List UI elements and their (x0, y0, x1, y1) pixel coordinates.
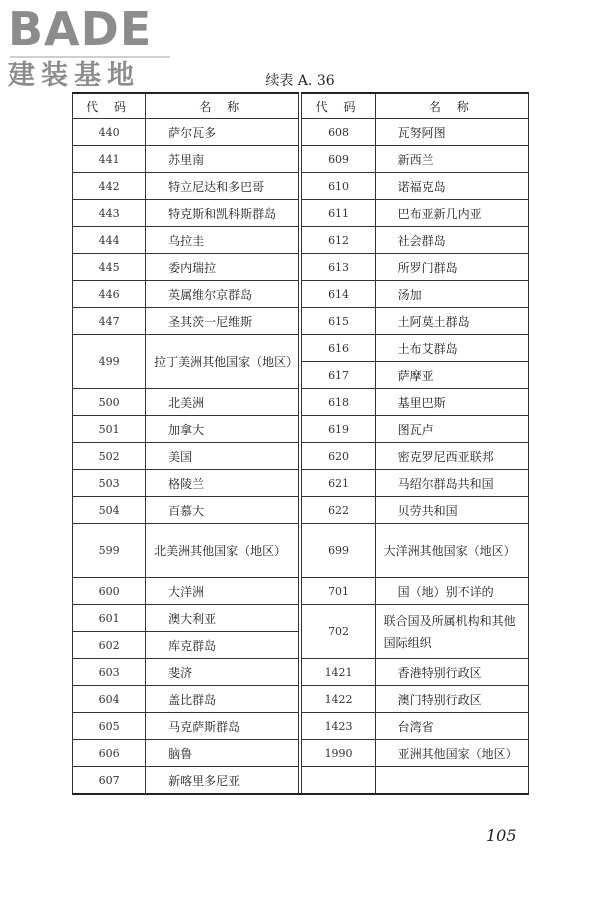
name-cell: 委内瑞拉 (146, 254, 299, 281)
name-cell: 瓦努阿图 (375, 119, 528, 146)
code-cell: 601 (73, 605, 146, 632)
code-cell: 622 (302, 497, 375, 524)
code-cell: 603 (73, 659, 146, 686)
table-row (73, 659, 529, 686)
empty-code-cell (302, 767, 375, 795)
logo-wordmark: BADE (8, 2, 153, 56)
name-cell: 亚洲其他国家（地区） (375, 740, 528, 767)
name-cell: 格陵兰 (146, 470, 299, 497)
code-cell: 499 (73, 335, 146, 389)
code-cell: 701 (302, 578, 375, 605)
table-row (73, 524, 529, 578)
name-cell: 脑鲁 (146, 740, 299, 767)
table-row (73, 308, 529, 335)
logo-subtitle: 建装基地 (8, 60, 140, 91)
name-cell: 拉丁美洲其他国家（地区） (146, 335, 299, 389)
code-cell: 609 (302, 146, 375, 173)
code-cell: 602 (73, 632, 146, 659)
code-cell: 1422 (302, 686, 375, 713)
name-cell: 百慕大 (146, 497, 299, 524)
table-row (73, 767, 529, 795)
table-row (73, 497, 529, 524)
code-cell: 610 (302, 173, 375, 200)
code-cell: 447 (73, 308, 146, 335)
name-cell: 澳门特别行政区 (375, 686, 528, 713)
name-cell: 图瓦卢 (375, 416, 528, 443)
code-cell: 613 (302, 254, 375, 281)
name-cell: 联合国及所属机构和其他国际组织 (375, 605, 528, 659)
name-cell: 加拿大 (146, 416, 299, 443)
empty-name-cell (375, 767, 528, 795)
table-caption: 续表 A. 36 (265, 73, 335, 89)
table-row (73, 389, 529, 416)
name-cell: 台湾省 (375, 713, 528, 740)
code-cell: 699 (302, 524, 375, 578)
name-cell: 斐济 (146, 659, 299, 686)
header-code-left: 代 码 (73, 93, 146, 119)
name-cell: 大洋洲其他国家（地区） (375, 524, 528, 578)
code-cell: 606 (73, 740, 146, 767)
table-row (73, 227, 529, 254)
name-cell: 萨摩亚 (375, 362, 528, 389)
name-cell: 特立尼达和多巴哥 (146, 173, 299, 200)
name-cell: 诺福克岛 (375, 173, 528, 200)
table-row (73, 605, 529, 632)
name-cell: 土阿莫土群岛 (375, 308, 528, 335)
name-cell: 汤加 (375, 281, 528, 308)
code-cell: 1423 (302, 713, 375, 740)
code-cell: 605 (73, 713, 146, 740)
name-cell: 特克斯和凯科斯群岛 (146, 200, 299, 227)
code-cell: 503 (73, 470, 146, 497)
name-cell: 澳大利亚 (146, 605, 299, 632)
code-cell: 702 (302, 605, 375, 659)
code-cell: 445 (73, 254, 146, 281)
name-cell: 社会群岛 (375, 227, 528, 254)
header-code-right: 代 码 (302, 93, 375, 119)
code-cell: 1421 (302, 659, 375, 686)
country-code-table (72, 92, 529, 795)
name-cell: 圣其茨一尼维斯 (146, 308, 299, 335)
name-cell: 库克群岛 (146, 632, 299, 659)
table-row (73, 335, 529, 362)
code-cell: 501 (73, 416, 146, 443)
page-number: 105 (486, 826, 517, 845)
code-cell: 619 (302, 416, 375, 443)
table-row (73, 740, 529, 767)
name-cell: 萨尔瓦多 (146, 119, 299, 146)
table-row (73, 200, 529, 227)
name-cell: 巴布亚新几内亚 (375, 200, 528, 227)
code-cell: 612 (302, 227, 375, 254)
code-cell: 504 (73, 497, 146, 524)
name-cell: 马绍尔群岛共和国 (375, 470, 528, 497)
code-cell: 446 (73, 281, 146, 308)
code-cell: 615 (302, 308, 375, 335)
name-cell: 国（地）别不详的 (375, 578, 528, 605)
table-row (73, 173, 529, 200)
code-cell: 442 (73, 173, 146, 200)
name-cell: 新喀里多尼亚 (146, 767, 299, 795)
code-cell: 599 (73, 524, 146, 578)
name-cell: 贝劳共和国 (375, 497, 528, 524)
name-cell: 大洋洲 (146, 578, 299, 605)
name-cell: 英属维尔京群岛 (146, 281, 299, 308)
code-cell: 618 (302, 389, 375, 416)
table-row (73, 686, 529, 713)
name-cell: 乌拉圭 (146, 227, 299, 254)
name-cell: 盖比群岛 (146, 686, 299, 713)
code-cell: 444 (73, 227, 146, 254)
code-cell: 502 (73, 443, 146, 470)
table-header-row (73, 93, 529, 119)
code-cell: 621 (302, 470, 375, 497)
column-gap (299, 632, 302, 659)
code-cell: 441 (73, 146, 146, 173)
code-cell: 500 (73, 389, 146, 416)
code-cell: 620 (302, 443, 375, 470)
name-cell: 基里巴斯 (375, 389, 528, 416)
table-row (73, 119, 529, 146)
header-name-right: 名 称 (375, 93, 528, 119)
code-cell: 600 (73, 578, 146, 605)
logo-rule (10, 56, 170, 58)
header-name-left: 名 称 (146, 93, 299, 119)
name-cell: 所罗门群岛 (375, 254, 528, 281)
name-cell: 苏里南 (146, 146, 299, 173)
table-row (73, 281, 529, 308)
table-row (73, 254, 529, 281)
name-cell: 香港特别行政区 (375, 659, 528, 686)
name-cell: 北美洲其他国家（地区） (146, 524, 299, 578)
table-row (73, 416, 529, 443)
code-cell: 617 (302, 362, 375, 389)
code-cell: 608 (302, 119, 375, 146)
name-cell: 土布艾群岛 (375, 335, 528, 362)
name-cell: 密克罗尼西亚联邦 (375, 443, 528, 470)
code-cell: 443 (73, 200, 146, 227)
code-cell: 614 (302, 281, 375, 308)
table-row (73, 146, 529, 173)
name-cell: 美国 (146, 443, 299, 470)
table-row (73, 470, 529, 497)
code-cell: 611 (302, 200, 375, 227)
table-row (73, 578, 529, 605)
code-cell: 604 (73, 686, 146, 713)
code-cell: 607 (73, 767, 146, 795)
table-row (73, 443, 529, 470)
table-row (73, 713, 529, 740)
code-cell: 616 (302, 335, 375, 362)
name-cell: 北美洲 (146, 389, 299, 416)
code-cell: 1990 (302, 740, 375, 767)
name-cell: 马克萨斯群岛 (146, 713, 299, 740)
name-cell: 新西兰 (375, 146, 528, 173)
code-cell: 440 (73, 119, 146, 146)
